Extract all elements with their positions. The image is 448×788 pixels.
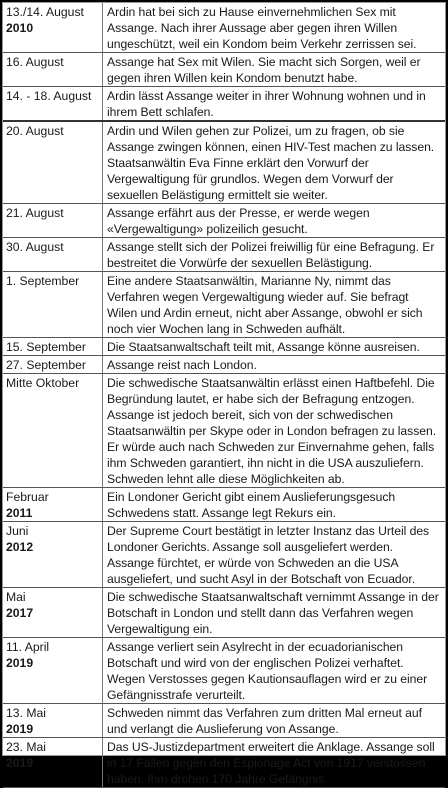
timeline-table [3, 3, 445, 788]
event-text: Der Supreme Court bestätigt in letzter Instanz das Urteil des Londoner Gerichts. Assange soll ausgeliefert werden. Assange fürchtet, er würde von Schweden an die USA ausgeliefert, und sucht Asyl in der Botschaft von Ecuador. [103, 522, 446, 588]
event-text: Assange verliert sein Asylrecht in der ecuadorianischen Botschaft und wird von der englischen Polizei verhaftet. Wegen Verstosses gegen Kautionsauflagen wird er zu einer Gefängnisstrafe verurteilt. [103, 638, 446, 704]
year-label: 2019 [6, 756, 34, 770]
year-label: 2019 [6, 722, 34, 736]
date-cell: 14. - 18. August [3, 87, 103, 122]
table-row [3, 374, 445, 488]
event-text: Das US-Justizdepartment erweitert die Anklage. Assange soll in 17 Fällen gegen den Espionage Act von 1917 verstossen haben. Ihm drohen 170 Jahre Gefängnis. [103, 738, 446, 788]
date-cell: 27. September [3, 356, 103, 374]
table-row [3, 638, 445, 704]
table-row [3, 338, 445, 356]
date-cell: Mitte Oktober [3, 374, 103, 488]
date-label: 13. Mai [6, 706, 46, 720]
date-cell: 1. September [3, 272, 103, 338]
event-text: Assange reist nach London. [103, 356, 446, 374]
date-cell [3, 3, 103, 53]
table-row [3, 738, 445, 788]
event-text: Assange hat Sex mit Wilen. Sie macht sich Sorgen, weil er gegen ihren Willen kein Kondom benutzt habe. [103, 53, 446, 87]
table-row [3, 488, 445, 522]
date-cell [3, 488, 103, 522]
table-row [3, 522, 445, 588]
date-cell [3, 738, 103, 788]
table-row [3, 53, 445, 87]
table-row [3, 588, 445, 638]
event-text: Ardin hat bei sich zu Hause einvernehmlichen Sex mit Assange. Nach ihrer Aussage aber gegen ihren Willen ungeschützt, weil ein Kondom beim Verkehr zerrissen sei. [103, 3, 446, 53]
table-row [3, 272, 445, 338]
table-row [3, 238, 445, 272]
event-text: Schweden nimmt das Verfahren zum dritten Mal erneut auf und verlangt die Auslieferung von Assange. [103, 704, 446, 738]
date-cell [3, 704, 103, 738]
year-label: 2012 [6, 540, 34, 554]
event-text: Ardin lässt Assange weiter in ihrer Wohnung wohnen und in ihrem Bett schlafen. [103, 87, 446, 122]
event-text: Die schwedische Staatsanwältin erlässt einen Haftbefehl. Die Begründung lautet, er habe sich der Befragung entzogen. Assange ist jedoch bereit, sich von der schwedischen Staatsanwältin per Skype oder in London befragen zu lassen. Er würde auch nach Schweden zur Einvernahme gehen, falls ihm Schweden garantiert, ihn nicht in die USA auszuliefern. Schweden lehnt alle diese Möglichkeiten ab. [103, 374, 446, 488]
table-row [3, 3, 445, 53]
date-label: Februar [6, 490, 49, 504]
event-text: Assange stellt sich der Polizei freiwillig für eine Befragung. Er bestreitet die Vorwürfe der sexuellen Belästigung. [103, 238, 446, 272]
date-cell: 15. September [3, 338, 103, 356]
event-text: Die Staatsanwaltschaft teilt mit, Assange könne ausreisen. [103, 338, 446, 356]
date-cell [3, 638, 103, 704]
date-label: 11. April [6, 640, 50, 654]
event-text: Ein Londoner Gericht gibt einem Auslieferungsgesuch Schwedens statt. Assange legt Rekurs ein. [103, 488, 446, 522]
event-text: Assange erfährt aus der Presse, er werde wegen «Vergewaltigung» polizeilich gesucht. [103, 204, 446, 238]
year-label: 2011 [6, 506, 33, 520]
timeline-panel [2, 2, 446, 786]
event-text: Die schwedische Staatsanwaltschaft vernimmt Assange in der Botschaft in London und stellt dann das Verfahren wegen Vergewaltigung ein. [103, 588, 446, 638]
year-label: 2010 [6, 21, 34, 35]
date-label: Juni [6, 524, 29, 538]
date-cell: 21. August [3, 204, 103, 238]
date-label: Mai [6, 590, 26, 604]
date-label: 23. Mai [6, 740, 46, 754]
year-label: 2017 [6, 606, 34, 620]
date-cell [3, 588, 103, 638]
table-row [3, 356, 445, 374]
date-label: 13./14. August [6, 5, 84, 19]
date-cell: 20. August [3, 121, 103, 204]
table-row [3, 121, 445, 204]
table-row [3, 87, 445, 122]
event-text: Ardin und Wilen gehen zur Polizei, um zu fragen, ob sie Assange zwingen können, einen HIV-Test machen zu lassen. Staatsanwältin Eva Finne erklärt den Vorwurf der Vergewaltigung für grundlos. Wegen dem Vorwurf der sexuellen Belästigung ermittelt sie weiter. [103, 121, 446, 204]
year-label: 2019 [6, 656, 34, 670]
table-row [3, 204, 445, 238]
date-cell [3, 522, 103, 588]
date-cell: 16. August [3, 53, 103, 87]
date-cell: 30. August [3, 238, 103, 272]
event-text: Eine andere Staatsanwältin, Marianne Ny, nimmt das Verfahren wegen Vergewaltigung wieder auf. Sie befragt Wilen und Ardin erneut, nicht aber Assange, obwohl er sich noch vier Wochen lang in Schweden aufhält. [103, 272, 446, 338]
table-row [3, 704, 445, 738]
